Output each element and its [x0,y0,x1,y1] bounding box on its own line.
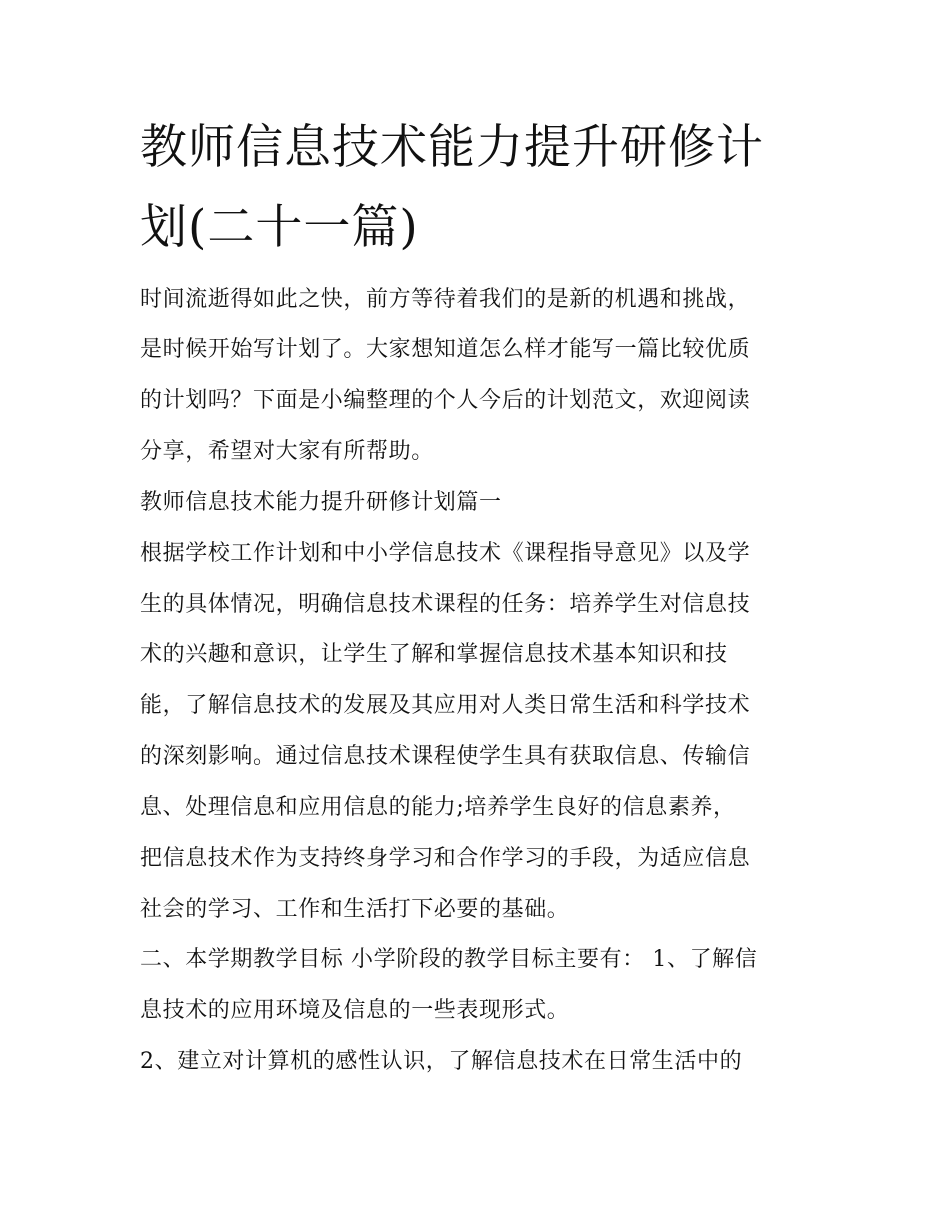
document-title-line-1: 教师信息技术能力提升研修计 [140,120,764,175]
paragraph1-line-8: 社会的学习、工作和生活打下必要的基础。 [140,897,570,922]
document-title-line-2: 划(二十一篇) [140,200,419,255]
paragraph2-line-2: 息技术的应用环境及信息的一些表现形式。 [140,998,570,1023]
paragraph1-line-1: 根据学校工作计划和中小学信息技术《课程指导意见》以及学 [140,541,751,566]
paragraph1-line-7: 把信息技术作为支持终身学习和合作学习的手段，为适应信息 [140,846,751,871]
paragraph2-line-1: 二、本学期教学目标 小学阶段的教学目标主要有： 1、了解信 [140,947,758,972]
intro-line-3: 的计划吗？下面是小编整理的个人今后的计划范文，欢迎阅读 [140,388,751,413]
paragraph1-line-5: 的深刻影响。通过信息技术课程使学生具有获取信息、传输信 [140,744,751,769]
paragraph3-line-1: 2、建立对计算机的感性认识，了解信息技术在日常生活中的 [140,1049,743,1074]
paragraph1-line-3: 术的兴趣和意识，让学生了解和掌握信息技术基本知识和技 [140,642,728,667]
paragraph1-line-6: 息、处理信息和应用信息的能力;培养学生良好的信息素养， [140,795,736,820]
paragraph1-line-2: 生的具体情况，明确信息技术课程的任务：培养学生对信息技 [140,592,751,617]
intro-line-2: 是时候开始写计划了。大家想知道怎么样才能写一篇比较优质 [140,337,751,362]
paragraph1-line-4: 能，了解信息技术的发展及其应用对人类日常生活和科学技术 [140,693,751,718]
intro-line-4: 分享，希望对大家有所帮助。 [140,439,434,464]
section-heading: 教师信息技术能力提升研修计划篇一 [140,490,502,515]
intro-line-1: 时间流逝得如此之快，前方等待着我们的是新的机遇和挑战， [140,287,751,312]
